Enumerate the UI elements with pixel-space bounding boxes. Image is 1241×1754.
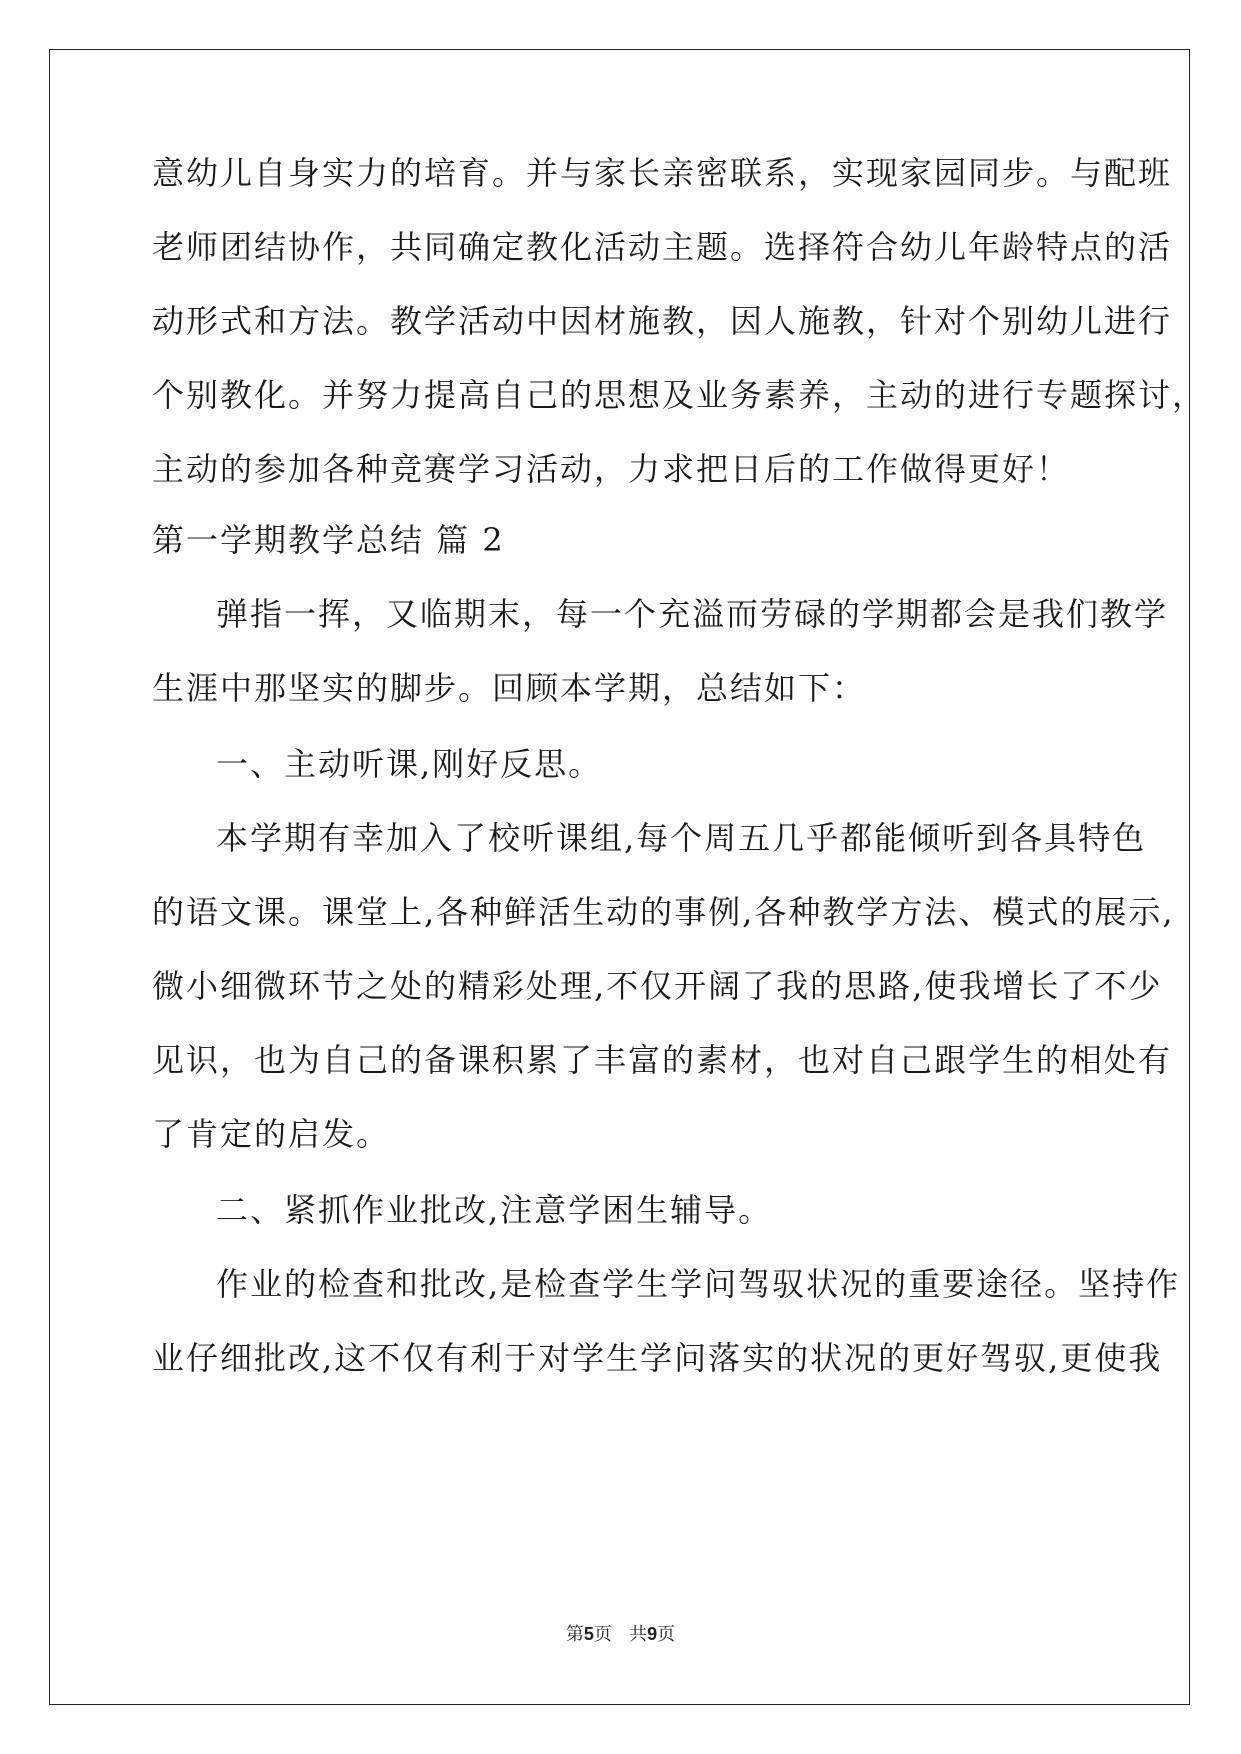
total-label-suffix: 页 [657,1624,676,1645]
page-number: 5 [583,1624,594,1644]
paragraph-first-line: 作业的检查和批改,是检查学生学问驾驭状况的重要途径。坚持作 [216,1265,1181,1303]
body-line: 业仔细批改,这不仅有利于对学生学问落实的状况的更好驾驭,更使我 [152,1339,1163,1377]
body-line: 动形式和方法。教学活动中因材施教，因人施教，针对个别幼儿进行 [152,302,1173,340]
total-label-prefix: 共 [629,1624,648,1645]
paragraph-first-line: 弹指一挥，又临期末，每一个充溢而劳碌的学期都会是我们教学 [216,595,1169,633]
body-line: 意幼儿自身实力的培育。并与家长亲密联系，实现家园同步。与配班 [152,154,1173,192]
body-line: 老师团结协作，共同确定教化活动主题。选择符合幼儿年龄特点的活 [152,228,1173,266]
body-line: 了肯定的启发。 [152,1115,391,1153]
page-border [49,49,1190,1705]
page-footer [0,1622,1241,1647]
page-label-suffix: 页 [593,1624,612,1645]
body-line: 的语文课。课堂上,各种鲜活生动的事例,各种教学方法、模式的展示, [152,893,1175,931]
page-label-prefix: 第 [565,1624,584,1645]
subheading: 一、主动听课,刚好反思。 [216,745,603,783]
body-line: 生涯中那坚实的脚步。回顾本学期，总结如下： [152,669,867,707]
total-pages: 9 [647,1624,658,1644]
body-line: 微小细微环节之处的精彩处理,不仅开阔了我的思路,使我增长了不少 [152,967,1163,1005]
section-heading: 第一学期教学总结 篇 2 [152,521,505,559]
body-line: 见识，也为自己的备课积累了丰富的素材，也对自己跟学生的相处有 [152,1041,1173,1079]
subheading: 二、紧抓作业批改,注意学困生辅导。 [216,1191,773,1229]
body-line: 个别教化。并努力提高自己的思想及业务素养，主动的进行专题探讨， [152,376,1207,414]
paragraph-first-line: 本学期有幸加入了校听课组,每个周五几乎都能倾听到各具特色 [216,819,1147,857]
body-line: 主动的参加各种竞赛学习活动，力求把日后的工作做得更好！ [152,450,1071,488]
